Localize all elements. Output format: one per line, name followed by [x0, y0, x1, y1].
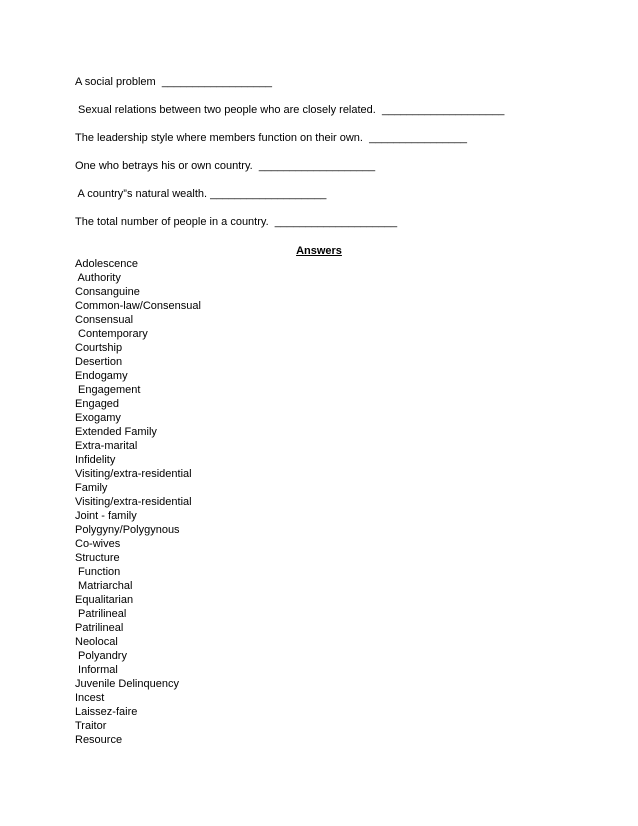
- answer-item: Resource: [75, 734, 123, 746]
- answer-item: Visiting/extra-residential: [75, 468, 192, 480]
- answer-item: Courtship: [75, 342, 123, 354]
- answer-item: Patrilineal: [75, 622, 124, 634]
- answer-item: Traitor: [75, 720, 107, 732]
- answer-item: Exogamy: [75, 412, 121, 424]
- answer-item: Equalitarian: [75, 594, 134, 606]
- answer-list: [75, 257, 201, 747]
- answer-item: Contemporary: [75, 328, 148, 340]
- question-leadership-style: The leadership style where members function on their own. ________________: [75, 132, 467, 144]
- question-incest: Sexual relations between two people who are closely related. ____________________: [75, 104, 505, 116]
- answer-item: Matriarchal: [75, 580, 133, 592]
- answer-item: Laissez-faire: [75, 706, 138, 718]
- question-population: The total number of people in a country. ____________________: [75, 216, 398, 228]
- answers-heading: Answers: [296, 245, 342, 257]
- answer-item: Family: [75, 482, 108, 494]
- answer-item: Common-law/Consensual: [75, 300, 201, 312]
- answer-item: Engaged: [75, 398, 120, 410]
- answer-item: Joint - family: [75, 510, 137, 522]
- answer-item: Neolocal: [75, 636, 118, 648]
- answer-item: Juvenile Delinquency: [75, 678, 179, 690]
- answer-item: Adolescence: [75, 258, 138, 270]
- answer-item: Desertion: [75, 356, 123, 368]
- answer-item: Extended Family: [75, 426, 157, 438]
- answer-item: Endogamy: [75, 370, 128, 382]
- answer-item: Patrilineal: [75, 608, 127, 620]
- answer-item: Function: [75, 566, 121, 578]
- answer-item: Polygyny/Polygynous: [75, 524, 180, 536]
- answer-item: Engagement: [75, 384, 141, 396]
- question-social-problem: A social problem __________________: [75, 76, 272, 88]
- answer-item: Co-wives: [75, 538, 121, 550]
- answer-item: Structure: [75, 552, 120, 564]
- answer-item: Polyandry: [75, 650, 127, 662]
- answer-item: Consanguine: [75, 286, 140, 298]
- answer-item: Infidelity: [75, 454, 116, 466]
- answer-item: Incest: [75, 692, 105, 704]
- question-natural-wealth: A country”s natural wealth. ___________________: [75, 188, 327, 200]
- question-traitor: One who betrays his or own country. ___________________: [75, 160, 376, 172]
- answer-item: Extra-marital: [75, 440, 138, 452]
- answer-item: Informal: [75, 664, 118, 676]
- answer-item: Consensual: [75, 314, 134, 326]
- answer-item: Visiting/extra-residential: [75, 496, 192, 508]
- answer-item: Authority: [75, 272, 121, 284]
